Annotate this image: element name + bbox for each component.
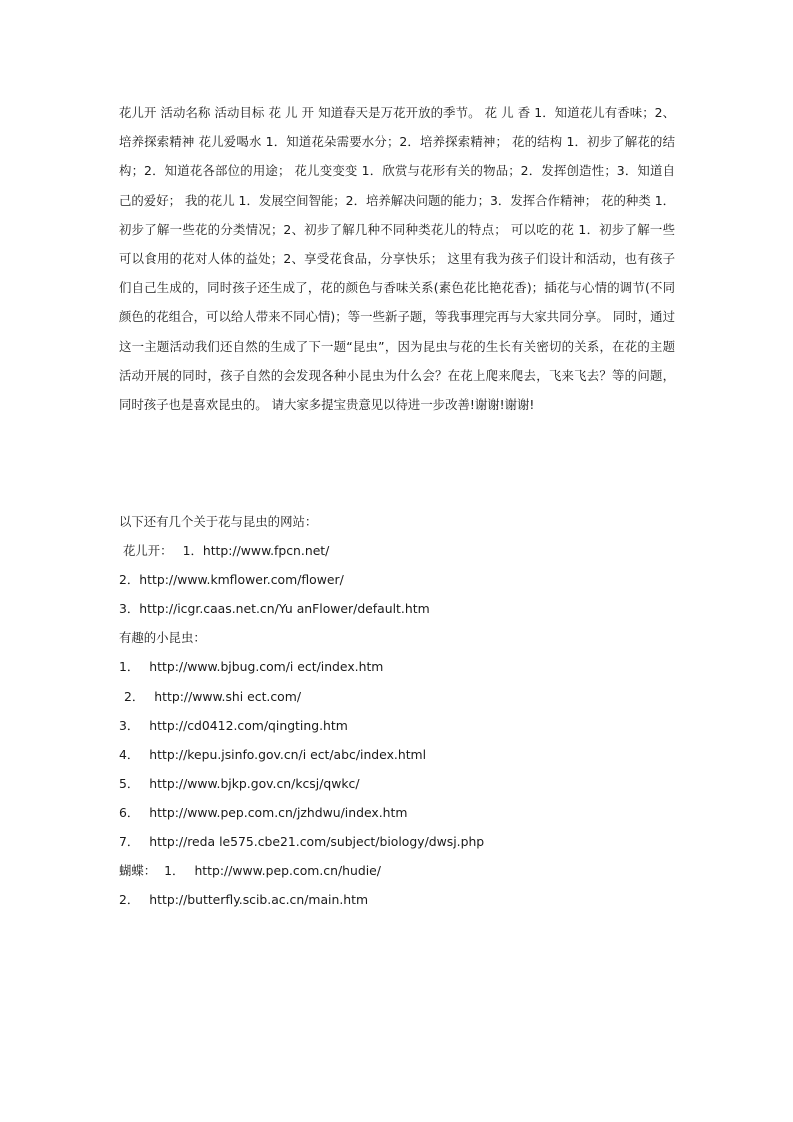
butterflies-link-line-2 xyxy=(119,885,699,914)
flowers-link-number-3: 3． xyxy=(119,601,140,617)
insects-link-2[interactable]: http://www.shi ect.com/ xyxy=(154,688,302,704)
butterflies-link-1[interactable]: http://www.pep.com.cn/hudie/ xyxy=(194,863,381,879)
insects-link-line-7 xyxy=(119,827,699,856)
insects-link-5[interactable]: http://www.bjkp.gov.cn/kcsj/qwkc/ xyxy=(149,775,360,791)
butterflies-link-2[interactable]: http://butterfly.scib.ac.cn/main.htm xyxy=(149,892,369,908)
insects-link-line-3 xyxy=(119,711,699,740)
butterflies-link-number-1: 1． xyxy=(164,863,185,879)
flowers-label: 花儿开： xyxy=(123,543,173,559)
flowers-link-line-3 xyxy=(119,594,699,623)
insects-link-number-5: 5． xyxy=(119,775,140,791)
insects-link-line-5 xyxy=(119,769,699,798)
insects-link-6[interactable]: http://www.pep.com.cn/jzhdwu/index.htm xyxy=(149,804,408,820)
links-section xyxy=(119,507,699,914)
flowers-link-3[interactable]: http://icgr.caas.net.cn/Yu anFlower/default.htm xyxy=(139,601,430,617)
insects-link-number-3: 3． xyxy=(119,717,140,733)
insects-link-3[interactable]: http://cd0412.com/qingting.htm xyxy=(149,717,348,733)
flowers-link-line-2 xyxy=(119,565,699,594)
butterflies-label: 蝴蝶： xyxy=(119,863,157,879)
insects-link-line-1 xyxy=(119,652,699,681)
insects-link-line-6 xyxy=(119,798,699,827)
insects-link-number-7: 7． xyxy=(119,834,140,850)
insects-link-4[interactable]: http://kepu.jsinfo.gov.cn/i ect/abc/index.html xyxy=(149,746,427,762)
insects-link-line-2 xyxy=(119,682,699,711)
activity-description-paragraph: 花儿开 活动名称 活动目标 花 儿 开 知道春天是万花开放的季节。 花 儿 香 1．知道花儿有香味；2、培养探索精神 花儿爱喝水 1．知道花朵需要水分；2．培养探索精神； 花的结构 1．初步了解花的结构；2．知道花各部位的用途； 花儿变变变 1．欣赏与花形有关的物品；2．发挥创造性；3．知道自己的爱好； 我的花儿 1．发展空间智能；2．培养解决问题的能力；3．发挥合作精神； 花的种类 1．初步了解一些花的分类情况；2、初步了解几种不同种类花儿的特点； 可以吃的花 1．初步了解一些可以食用的花对人体的益处；2、享受花食品，分享快乐； 这里有我为孩子们设计和活动，也有孩子们自己生成的，同时孩子还生成了，花的颜色与香味关系(素色花比艳花香)；插花与心情的调节(不同颜色的花组合，可以给人带来不同心情)；等一些新子题，等我事理完再与大家共同分享。 同时，通过这一主题活动我们还自然的生成了下一题“昆虫”，因为昆虫与花的生长有关密切的关系，在花的主题活动开展的同时，孩子自然的会发现各种小昆虫为什么会？在花上爬来爬去，飞来飞去？等的问题，同时孩子也是喜欢昆虫的。 请大家多提宝贵意见以待进一步改善!谢谢!谢谢! xyxy=(119,105,675,413)
flowers-link-line-1 xyxy=(119,536,699,565)
insects-link-number-4: 4． xyxy=(119,746,140,762)
flowers-link-number-2: 2． xyxy=(119,572,140,588)
insects-link-7[interactable]: http://reda le575.cbe21.com/subject/biology/dwsj.php xyxy=(149,834,485,850)
flowers-link-number-1: 1． xyxy=(182,543,203,559)
flowers-link-2[interactable]: http://www.kmflower.com/flower/ xyxy=(139,572,344,588)
insects-link-number-2: 2． xyxy=(124,688,145,704)
flowers-link-1[interactable]: http://www.fpcn.net/ xyxy=(202,543,330,559)
insects-link-number-6: 6． xyxy=(119,804,140,820)
butterflies-link-number-2: 2． xyxy=(119,892,140,908)
butterflies-link-line-1 xyxy=(119,856,699,885)
insects-link-number-1: 1． xyxy=(119,659,140,675)
insects-label: 有趣的小昆虫： xyxy=(119,630,206,646)
insects-link-line-4 xyxy=(119,740,699,769)
links-intro: 以下还有几个关于花与昆虫的网站： xyxy=(119,514,318,529)
insects-link-1[interactable]: http://www.bjbug.com/i ect/index.htm xyxy=(149,659,384,675)
